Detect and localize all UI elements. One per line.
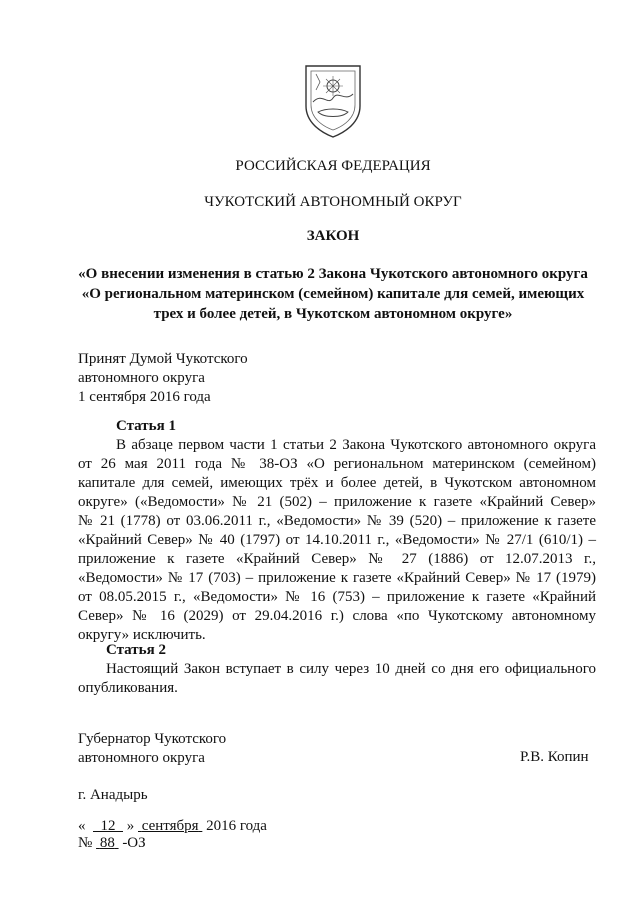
article-1-line: «Ведомости» № 17 (703) – приложение к газете «Крайний Север» № 17 (1979) <box>78 570 596 586</box>
article-1-heading: Статья 1 <box>116 418 176 434</box>
number-suffix: -ОЗ <box>122 835 146 851</box>
date-year: 2016 года <box>206 818 267 834</box>
article-1-line: приложение к газете «Крайний Север» № 27 (1886) от 12.07.2013 г., <box>78 551 596 567</box>
article-1-line: «Крайний Север» № 40 (1797) от 14.10.2011 г., «Ведомости» № 27/1 (610/1) – <box>78 532 596 548</box>
article-1-text <box>78 436 596 645</box>
country-heading: РОССИЙСКАЯ ФЕДЕРАЦИЯ <box>235 158 431 174</box>
article-1-line: округе» («Ведомости» № 21 (502) – приложение к газете «Крайний Север» <box>78 494 596 510</box>
region-heading: ЧУКОТСКИЙ АВТОНОМНЫЙ ОКРУГ <box>204 194 462 210</box>
number-value: 88 <box>99 835 115 851</box>
article-1-line: капитале для семей, имеющих трёх и более детей, в Чукотском автономном <box>78 475 596 491</box>
article-1-line: № 21 (1778) от 03.06.2011 г., «Ведомости» № 39 (520) – приложение к газете <box>78 513 596 529</box>
date-close-quote: » <box>126 818 135 834</box>
adoption-line: 1 сентября 2016 года <box>78 389 211 405</box>
document-type: ЗАКОН <box>306 228 360 244</box>
date-month: сентября <box>141 818 199 834</box>
coat-of-arms-icon <box>302 62 364 140</box>
article-2-line: опубликования. <box>78 680 178 696</box>
signatory-name: Р.В. Копин <box>520 749 589 765</box>
law-title-line: трех и более детей, в Чукотском автономном округе» <box>153 306 513 322</box>
number-prefix: № <box>78 835 93 851</box>
place: г. Анадырь <box>78 787 148 803</box>
signatory-title-line: Губернатор Чукотского <box>78 731 227 747</box>
article-2-line: Настоящий Закон вступает в силу через 10 дней со дня его официального <box>106 661 596 677</box>
adoption-line: Принят Думой Чукотского <box>78 351 248 367</box>
date-day: 12 <box>100 818 116 834</box>
signatory-title <box>78 730 226 768</box>
signatory-title-line: автономного округа <box>78 750 205 766</box>
article-1-line: округу» исключить. <box>78 627 206 643</box>
adoption-line: автономного округа <box>78 370 205 386</box>
date-open-quote: « <box>78 818 86 834</box>
article-1-line: от 08.05.2015 г., «Ведомости» № 16 (753) – приложение к газете «Крайний <box>78 589 596 605</box>
adoption-note <box>78 350 248 407</box>
article-1-line: Север» № 16 (2029) от 29.04.2016 г.) слова «по Чукотскому автономному <box>78 608 596 624</box>
article-2-text <box>78 660 596 698</box>
law-number <box>78 834 146 853</box>
law-title <box>70 264 596 324</box>
article-1-line: от 26 мая 2011 года № 38-ОЗ «О региональном материнском (семейном) <box>78 456 596 472</box>
law-title-line: «О региональном материнском (семейном) капитале для семей, имеющих <box>81 286 585 302</box>
article-1-line: В абзаце первом части 1 статьи 2 Закона Чукотского автономного округа <box>116 437 596 453</box>
law-title-line: «О внесении изменения в статью 2 Закона Чукотского автономного округа <box>78 266 588 282</box>
article-2-heading: Статья 2 <box>106 642 166 658</box>
